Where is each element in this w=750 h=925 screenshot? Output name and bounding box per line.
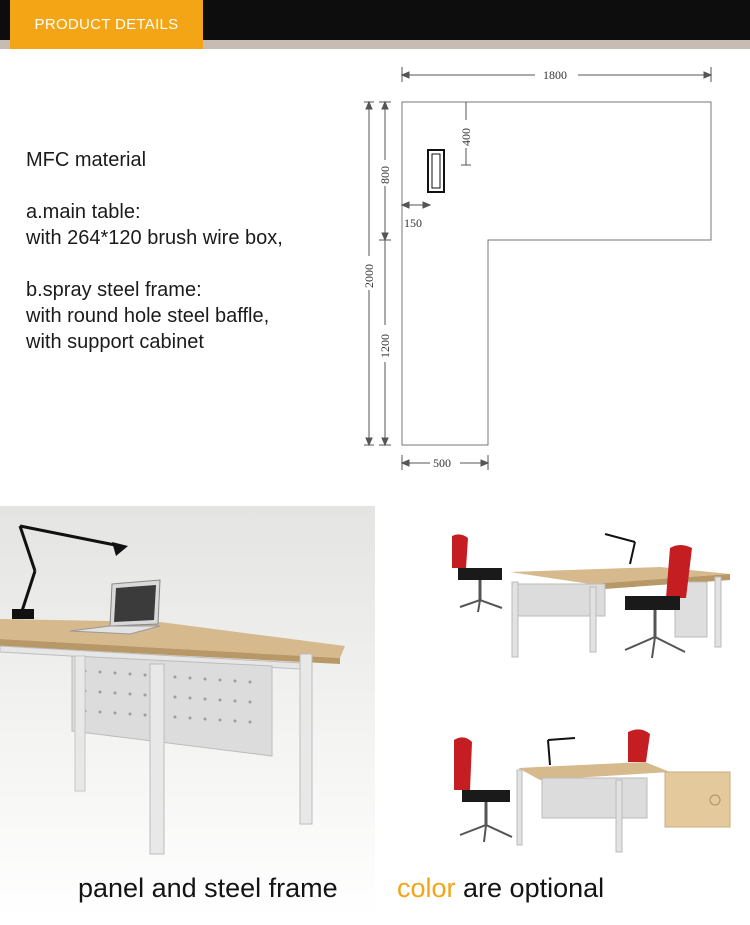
desk-leg <box>75 656 85 791</box>
office-set-photo-2 <box>430 710 750 870</box>
dim-box-inset: 150 <box>404 216 422 230</box>
office-set-photo-1 <box>430 512 750 682</box>
caption-panel-frame: panel and steel frame <box>78 873 338 903</box>
desk-outline <box>402 102 711 445</box>
caption-accent: color <box>397 873 456 903</box>
material-line: MFC material <box>26 149 147 171</box>
red-chair <box>452 534 468 568</box>
section-title: PRODUCT DETAILS <box>34 16 179 33</box>
frame-detail-2: with support cabinet <box>26 331 204 353</box>
dim-width-top: 1800 <box>543 68 567 82</box>
section-title-tab <box>10 0 203 49</box>
dim-box-offset: 400 <box>459 128 473 146</box>
red-chair <box>454 737 472 790</box>
main-table-title: a.main table: <box>26 201 141 223</box>
dim-depth-top: 800 <box>378 166 392 184</box>
frame-detail-1: with round hole steel baffle, <box>26 305 270 327</box>
dim-total-length: 2000 <box>362 264 376 288</box>
caption-color-optional <box>397 873 604 904</box>
perforated-panel <box>72 656 272 756</box>
dim-return-length: 1200 <box>378 334 392 358</box>
desk-leg <box>150 664 164 854</box>
desk-lamp <box>20 526 120 611</box>
caption-rest: are optional <box>455 873 605 903</box>
desk-closeup-photo <box>0 506 375 918</box>
frame-title: b.spray steel frame: <box>26 279 202 301</box>
dim-return-width: 500 <box>433 456 451 470</box>
red-chair <box>628 729 650 762</box>
desk-leg <box>300 654 312 824</box>
main-table-detail: with 264*120 brush wire box, <box>26 227 283 249</box>
